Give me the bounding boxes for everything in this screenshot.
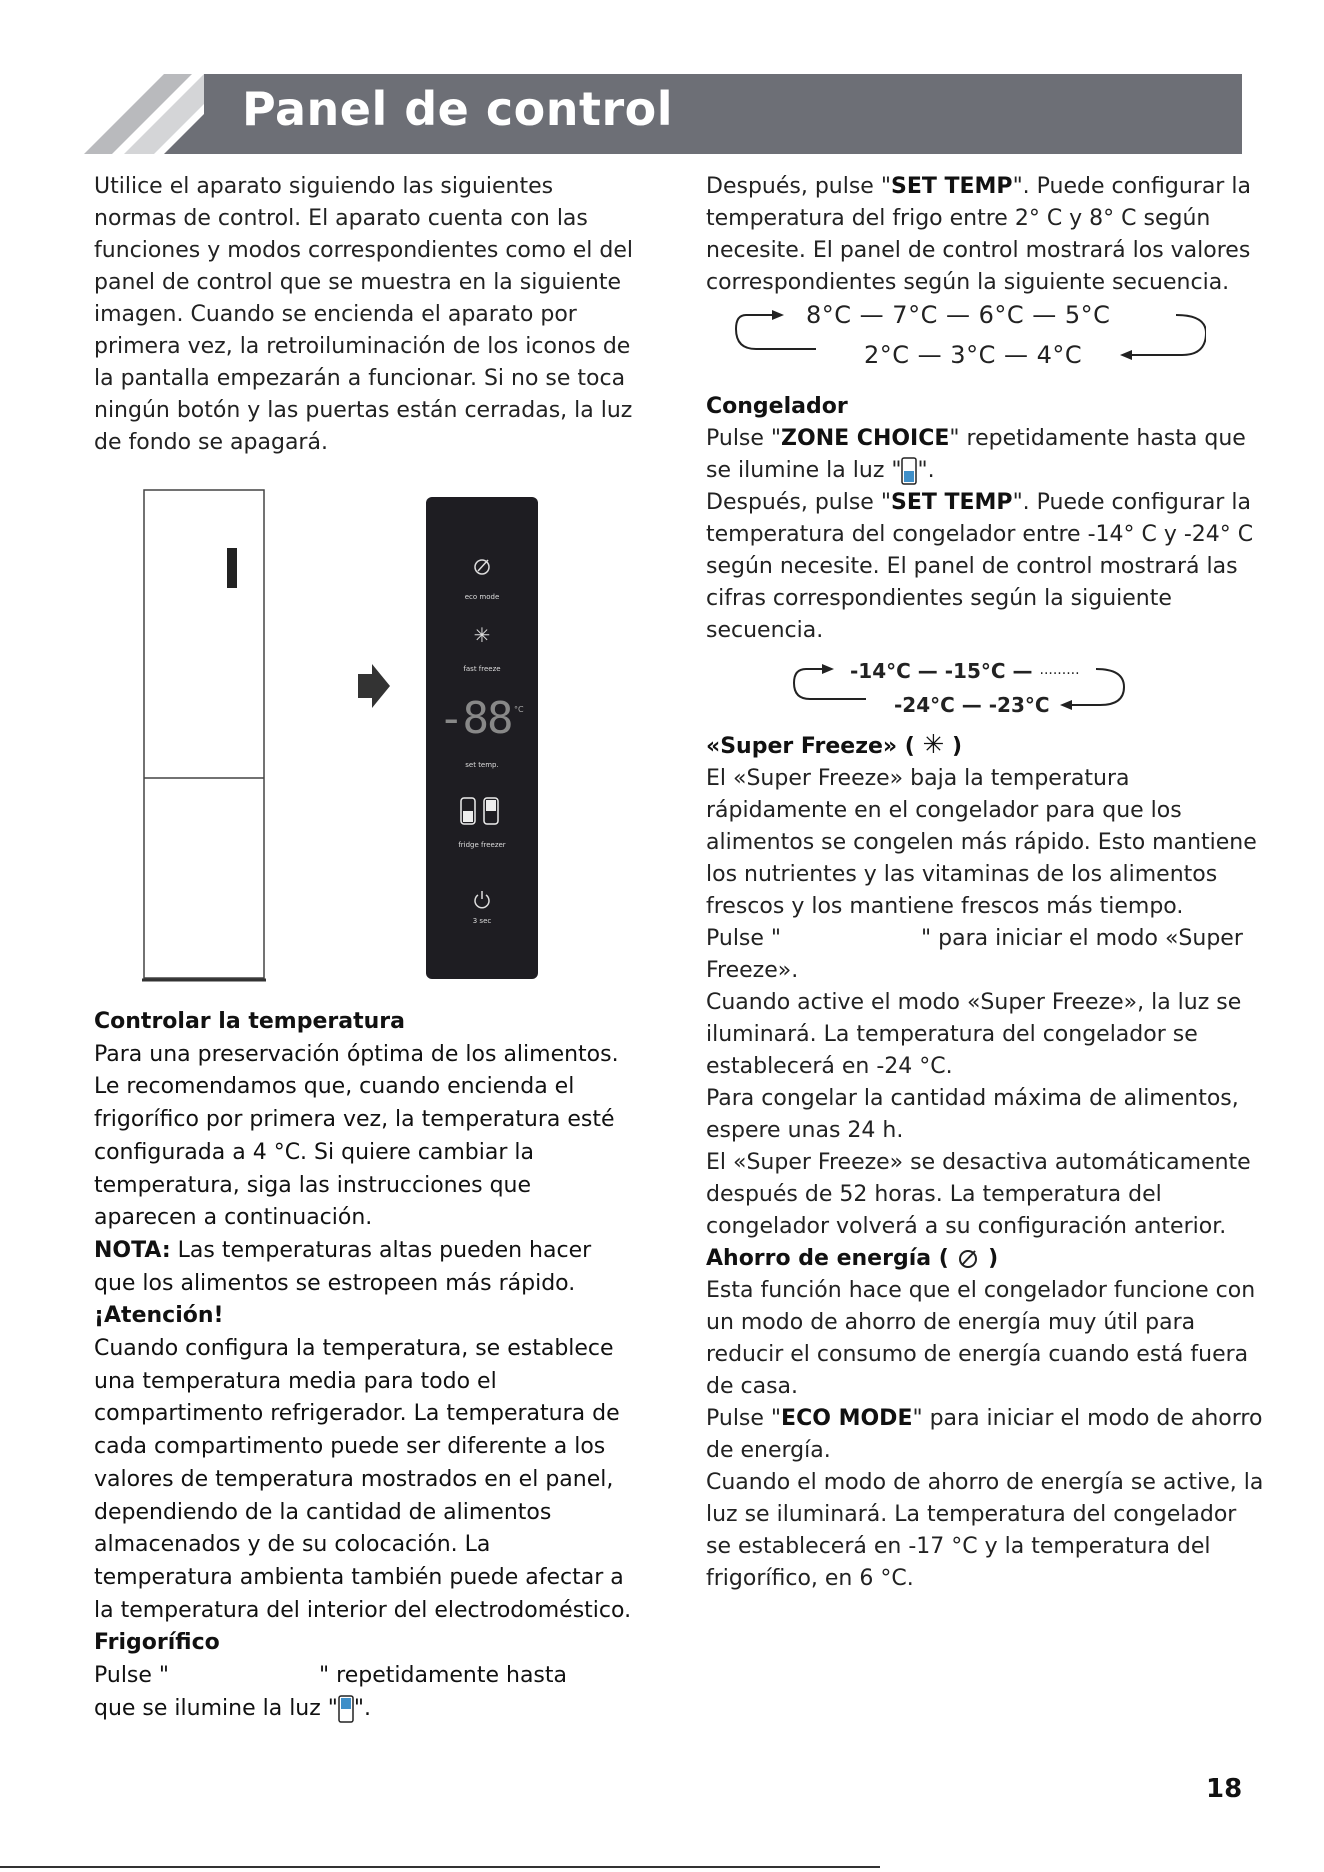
seq-4c: 4°C xyxy=(1036,341,1083,369)
temp-display: -88 xyxy=(438,693,512,744)
seq-dots: ········· xyxy=(1039,666,1080,682)
atencion-text: Cuando configura la temperatura, se establece una temperatura media para todo el compartimento refrigerador. La temperatura de cada compartimento puede ser diferente a los valores de temperatura mostrados en el panel, dependiendo de la cantidad de alimentos almacenados y de su colocación. La temperatura ambienta también puede afectar a la temperatura del interior del electrodoméstico. xyxy=(94,1336,632,1623)
zone-choice-term: ZONE CHOICE xyxy=(781,426,950,451)
control-text: Para una preservación óptima de los alimentos. Le recomendamos que, cuando encienda el frigorífico por primera vez, la temperatura esté configurada a 4 °C. Si quiere cambiar la temperatura, siga las instrucciones que aparecen a continuación. xyxy=(94,1041,619,1231)
eco-mode-term: ECO MODE xyxy=(781,1406,913,1431)
nota-paragraph xyxy=(94,1235,634,1300)
super-freeze-pulse xyxy=(706,923,1266,987)
eco-icon xyxy=(956,1247,980,1271)
freezer-seq-bottom: -24°C — -23°C xyxy=(894,693,1050,717)
freezer-indicator-icon xyxy=(901,457,917,485)
fast-freeze-label: fast freeze xyxy=(463,665,501,673)
fridge-settemp-paragraph xyxy=(706,171,1266,299)
p1-a: Después, pulse " xyxy=(706,174,891,199)
frigo-pulse-line xyxy=(94,1660,634,1693)
c2-b: ". Puede configurar la temperatura del congelador entre -14° C y -24° C según necesite. El panel de control mostrará las cifras correspondientes según la siguiente secuencia. xyxy=(706,490,1254,643)
seq-5c: 5°C xyxy=(1064,301,1111,329)
left-column-lower xyxy=(94,1006,634,1725)
super-freeze-heading xyxy=(706,729,1266,763)
power-icon xyxy=(472,889,492,911)
zone-choice-paragraph xyxy=(706,423,1266,487)
zone-icons xyxy=(460,797,500,825)
left-column xyxy=(94,171,634,459)
control-heading: Controlar la temperatura xyxy=(94,1009,405,1034)
seq-2c: 2°C xyxy=(864,341,910,369)
super-freeze-active: Cuando active el modo «Super Freeze», la luz se iluminará. La temperatura del congelador se establecerá en -24 °C. xyxy=(706,990,1242,1079)
eco-heading-b: ) xyxy=(988,1246,999,1271)
freezer-sequence xyxy=(706,647,1266,729)
sf-pulse-a: Pulse " xyxy=(706,926,782,951)
snowflake-icon: ✳ xyxy=(922,730,945,760)
nota-text: Las temperaturas altas pueden hacer que los alimentos se estropeen más rápido. xyxy=(94,1237,592,1296)
seq-8c: 8°C xyxy=(806,301,852,329)
sf-heading-a: «Super Freeze» ( xyxy=(706,734,915,759)
c1-c: ". xyxy=(917,458,935,483)
frigo-light-line xyxy=(94,1693,634,1726)
eco-text: Esta función hace que el congelador funcione con un modo de ahorro de energía muy útil para reducir el consumo de energía cuando está fuera de casa. xyxy=(706,1278,1256,1399)
set-temp-term: SET TEMP xyxy=(890,174,1013,199)
seq-7c: 7°C xyxy=(892,301,938,329)
super-freeze-text: El «Super Freeze» baja la temperatura rápidamente en el congelador para que los alimentos se congelen más rápido. Esto mantiene los nutrientes y las vitaminas de los alimentos frescos y los mantiene frescos más tiempo. xyxy=(706,766,1257,919)
sf-pulse-b: " para iniciar el modo «Super Freeze». xyxy=(706,926,1243,983)
c1-b: " repetidamente hasta que se ilumine la luz " xyxy=(706,426,1246,483)
fast-freeze-icon: ✳ xyxy=(473,623,491,647)
eco-heading-a: Ahorro de energía ( xyxy=(706,1246,949,1271)
frigo-pulse-b: " repetidamente hasta xyxy=(319,1663,567,1689)
footer-rule xyxy=(0,1866,880,1868)
seq-15c: -15°C xyxy=(944,659,1006,683)
temp-unit: °C xyxy=(514,705,524,714)
p1-b: ". Puede configurar la temperatura del frigo entre 2° C y 8° C según necesite. El panel de control mostrará los valores correspondientes según la siguiente secuencia. xyxy=(706,174,1251,295)
eco-mode-label: eco mode xyxy=(464,593,500,601)
eco-pulse-a: Pulse " xyxy=(706,1406,782,1431)
page-title: Panel de control xyxy=(242,82,674,136)
eco-pulse xyxy=(706,1403,1266,1467)
nota-label: NOTA: xyxy=(94,1237,171,1263)
seq-14c: -14°C xyxy=(850,659,911,683)
arrow-right-icon xyxy=(358,664,390,712)
fridge-seq-top: 8°C — 7°C — 6°C — 5°C xyxy=(806,301,1111,329)
fridge-freezer-label: fridge freezer xyxy=(458,841,506,849)
eco-heading xyxy=(706,1243,1266,1275)
freezer-seq-top: -14°C — -15°C — ········· xyxy=(850,659,1080,683)
c1-a: Pulse " xyxy=(706,426,782,451)
power-label: 3 sec xyxy=(472,917,492,925)
sf-heading-b: ) xyxy=(952,734,963,759)
atencion-label: ¡Atención! xyxy=(94,1303,224,1329)
control-panel-illustration xyxy=(426,497,538,979)
c2-a: Después, pulse " xyxy=(706,490,891,515)
eco-pulse-b: " para iniciar el modo de ahorro de energía. xyxy=(706,1406,1263,1463)
page-header xyxy=(84,74,1242,154)
frigo-heading: Frigorífico xyxy=(94,1630,220,1656)
seq-3c: 3°C xyxy=(950,341,996,369)
frigo-light-b: ". xyxy=(353,1695,372,1721)
frigo-pulse-a: Pulse " xyxy=(94,1663,170,1689)
eco-mode-icon xyxy=(472,557,492,577)
eco-active: Cuando el modo de ahorro de energía se active, la luz se iluminará. La temperatura del congelador se establecerá en -17 °C y la temperatura del frigorífico, en 6 °C. xyxy=(706,1470,1264,1591)
seq-24c: -24°C xyxy=(894,693,955,717)
frigo-light-a: que se ilumine la luz " xyxy=(94,1695,338,1721)
seq-23c: -23°C xyxy=(988,693,1050,717)
seq-6c: 6°C xyxy=(978,301,1025,329)
set-temp-term-2: SET TEMP xyxy=(890,490,1013,515)
super-freeze-max: Para congelar la cantidad máxima de alimentos, espere unas 24 h. xyxy=(706,1086,1239,1143)
fridge-sequence xyxy=(706,299,1266,391)
fridge-seq-bottom: 2°C — 3°C — 4°C xyxy=(864,341,1083,369)
congelador-heading: Congelador xyxy=(706,394,848,419)
fridge-indicator-icon xyxy=(338,1695,354,1723)
right-column xyxy=(706,171,1266,1595)
page-number: 18 xyxy=(1206,1774,1243,1804)
set-temp-label: set temp. xyxy=(465,761,499,769)
intro-paragraph: Utilice el aparato siguiendo las siguientes normas de control. El aparato cuenta con las funciones y modos correspondientes como el del panel de control que se muestra en la siguiente imagen. Cuando se encienda el aparato por primera vez, la retroiluminación de los iconos de la pantalla empezarán a funcionar. Si no se toca ningún botón y las puertas están cerradas, la luz de fondo se apagará. xyxy=(94,174,634,455)
freezer-settemp-paragraph xyxy=(706,487,1266,647)
super-freeze-off: El «Super Freeze» se desactiva automáticamente después de 52 horas. La temperatura del congelador volverá a su configuración anterior. xyxy=(706,1150,1251,1239)
